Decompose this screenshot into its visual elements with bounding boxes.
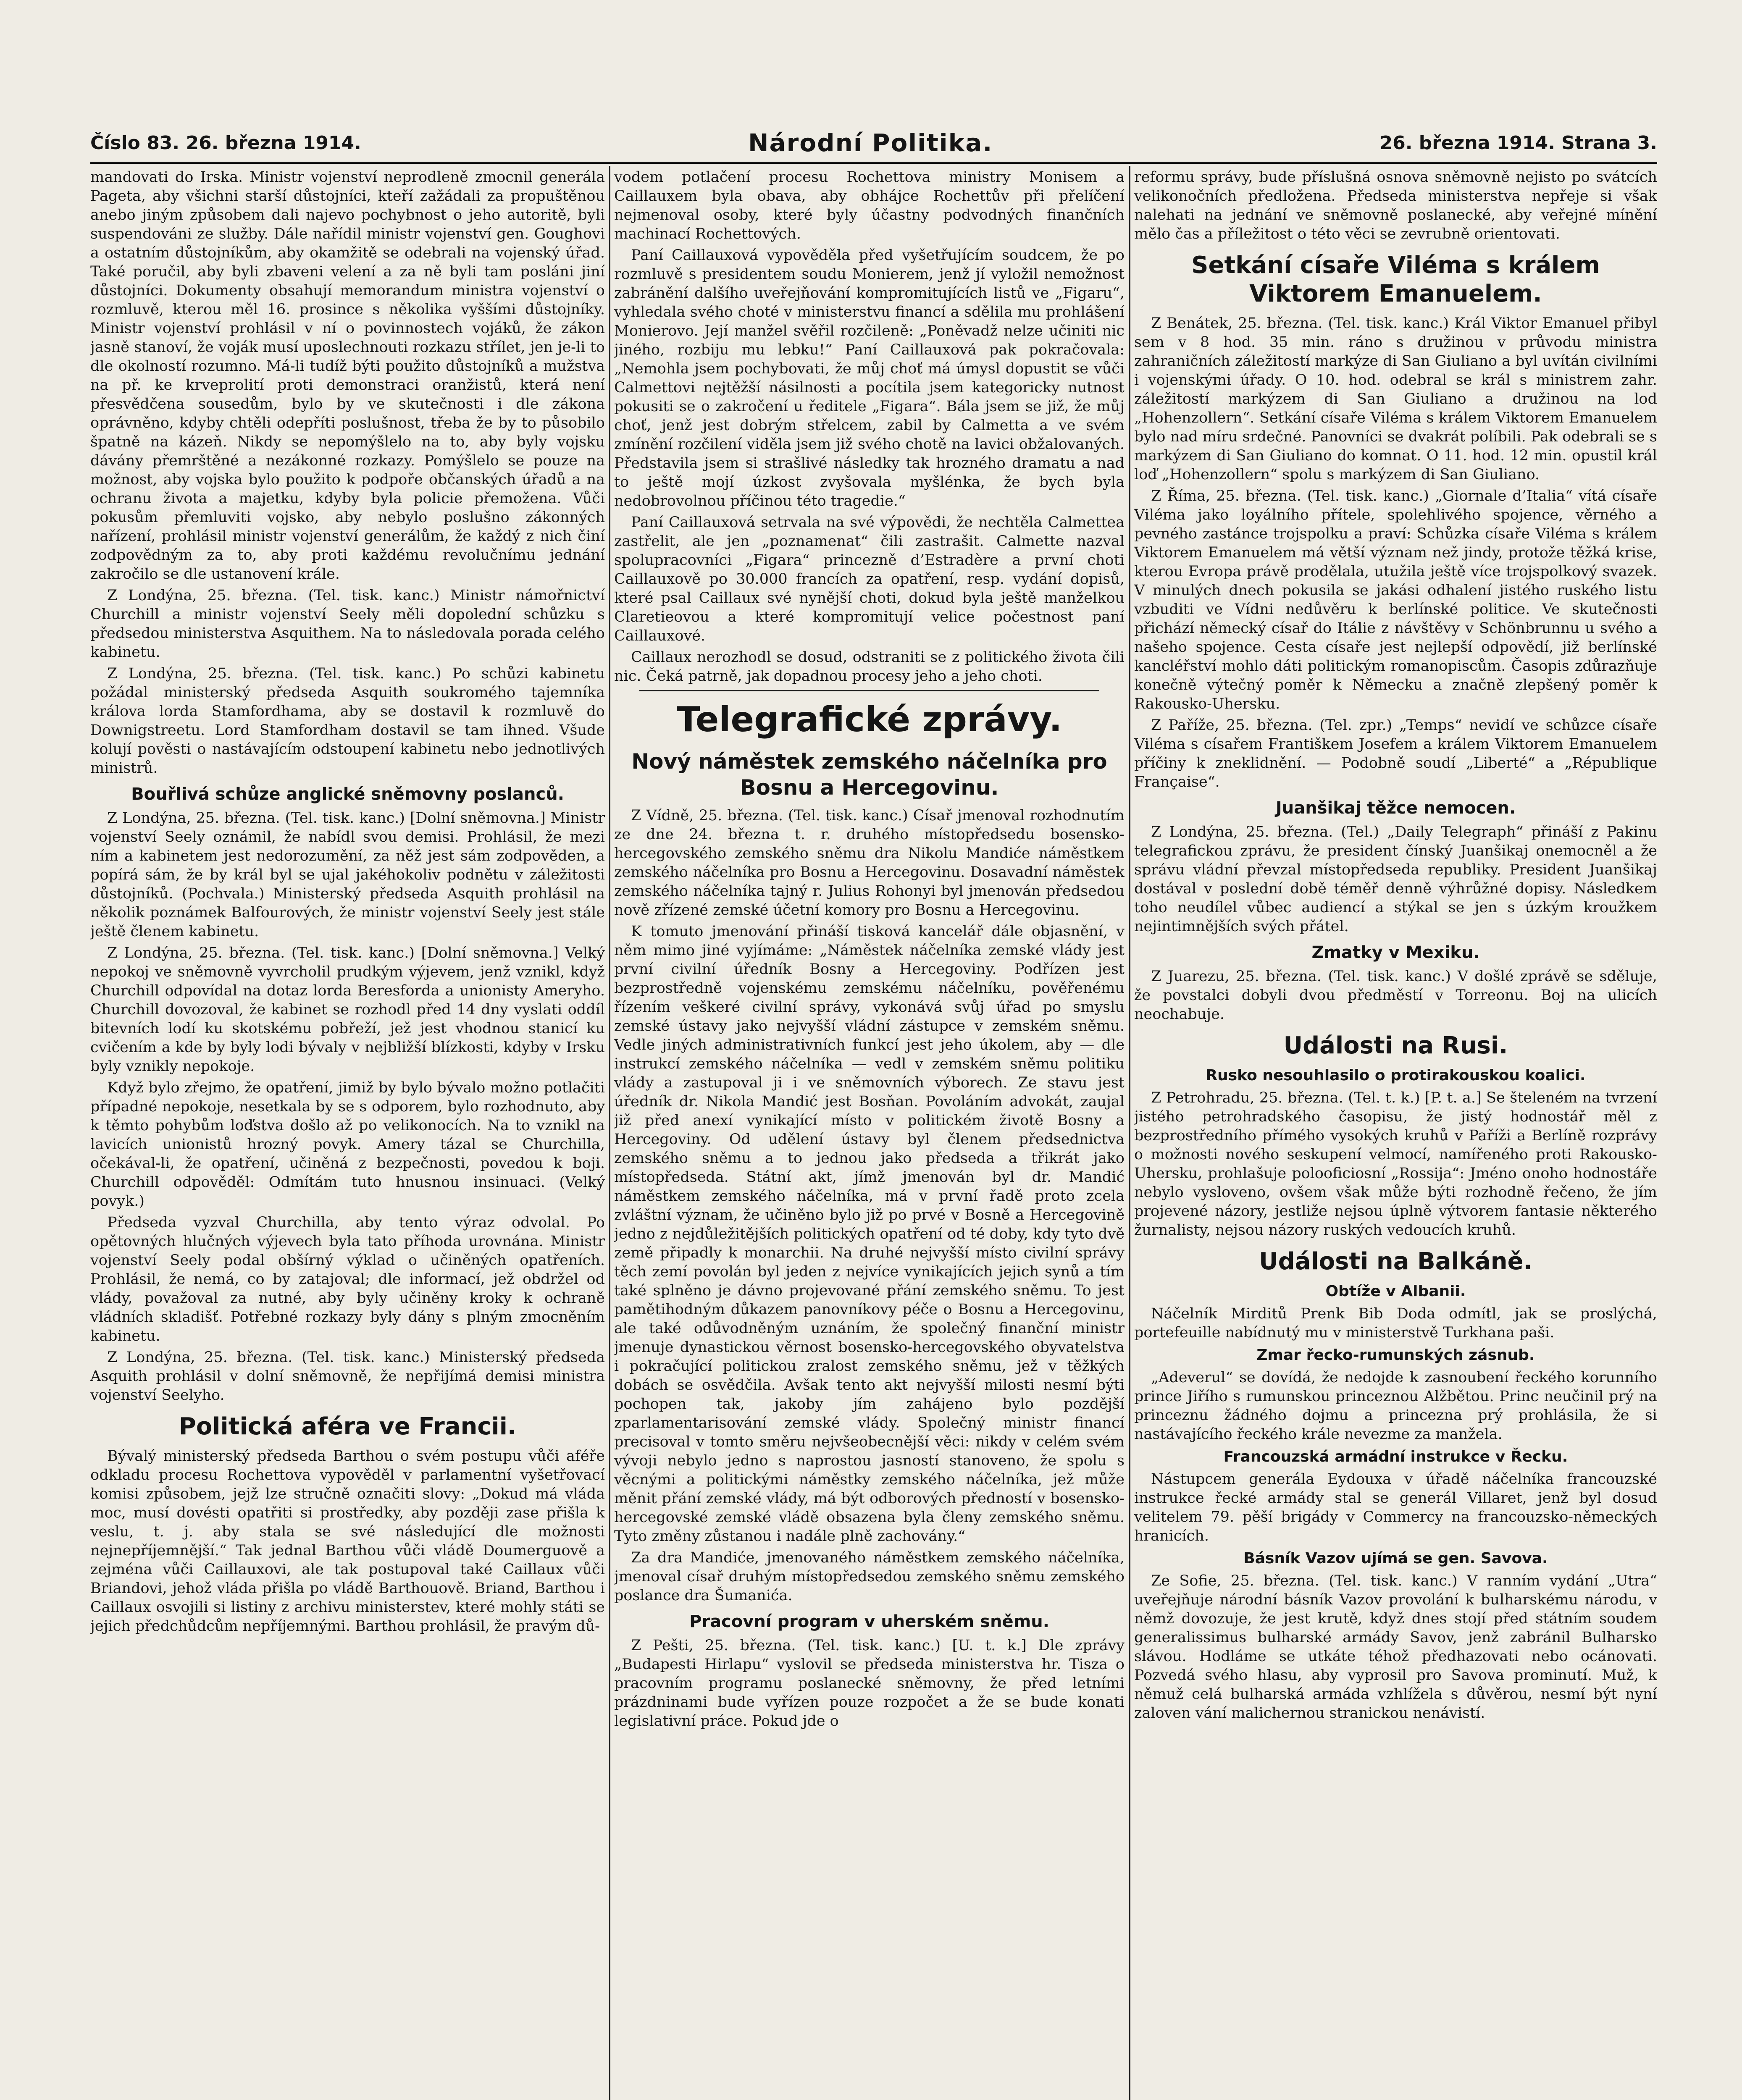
headline-emperor-meeting: Setkání císaře Viléma s králem Viktorem Emanuelem. bbox=[1191, 252, 1600, 307]
headline-vazov: Básník Vazov ujímá se gen. Savova. bbox=[1243, 1550, 1548, 1567]
article-paragraph: Z Londýna, 25. března. (Tel.) „Daily Telegraph“ přináší z Pakinu telegrafickou zprávu, že president čínský Juanšikaj onemocněl a že správu vládní převzal místopředseda republiky. President Juanšikaj dostával v poslední době téměř denně výhrůžné dopisy. Následkem toho neudílel vůbec audiencí a stýkal se jen s úzkým kroužkem nejintimnějších svých přátel. bbox=[1134, 824, 1657, 935]
article-paragraph: vodem potlačení procesu Rochettova ministry Monisem a Caillauxem byla obava, aby obhájce Rochettův při přelíčení nejmenoval osoby, které byly účastny podvodných finančních machinací Rochettových. bbox=[614, 169, 1125, 242]
article-paragraph: reformu správy, bude příslušná osnova sněmovně nejisto po svátcích velikonočních předložena. Předseda ministerstva nepřeje si však nalehati na jednání ve sněmovně poslanecké, aby veřejné mínění mělo čas a příležitost o této věci se zevrubně orientovati. bbox=[1134, 169, 1657, 242]
article-paragraph: Z Říma, 25. března. (Tel. tisk. kanc.) „Giornale d’Italia“ vítá císaře Viléma jako loyálního přítele, spolehlivého spojence, věrného a pevného zastánce trojspolku a praví: Schůzka císaře Viléma s králem Viktorem Emanuelem má větší význam než jindy, protože těžká krise, kterou Evropa právě prodělala, utužila ještě více trojspolkový svazek. V minulých dnech pokusila se jakási odhalení jistého ruského listu vzbuditi ve Vídni nedůvěru k berlínské politice. Ve skutečnosti přichází německý císař do Itálie z návštěvy v Schönbrunnu u svého a našeho spojence. Cesta císaře jest nejlepší odpovědí, již berlínské kancléřství mohlo dáti politickým romanopiscům. Časopis zdůrazňuje konečně výtečný poměr k Německu a značně zlepšený poměr k Rakousko-Uhersku. bbox=[1134, 488, 1657, 712]
article-paragraph: K tomuto jmenování přináší tisková kancelář dále objasnění, v něm mimo jiné vyjímáme: „Náměstek náčelníka zemské vlády jest první civilní úředník Bosny a Hercegoviny. Podřízen jest bezprostředně vojenskému zemskému náčelníku, pověřenému řízením veškeré civilní správy, vykonává svůj úřad po smyslu zemské ústavy jako nejvyšší vládní zástupce v zemském sněmu. Vedle jiných administrativních funkcí jest jeho úkolem, aby — dle instrukcí zemského náčelníka — vedl v zemském sněmu politiku vlády a zastupoval ji i ve sněmovních výborech. Ze stavu jest úředník dr. Nikola Mandić jest Bosňan. Povoláním advokát, zaujal již před anexí vynikající místo v politickém životě Bosny a Hercegoviny. Od udělení ústavy byl členem předsednictva zemského sněmu a to jednou jako předseda a třikrát jako místopředseda. Státní akt, jímž jmenován byl dr. Mandić náměstkem zemského náčelníka, má v první řadě proto zcela zvláštní význam, že učiněno bylo již po prvé v Bosně a Hercegovině jedno z nejdůležitějších politických opatření od té doby, kdy tyto dvě země připadly k monarchii. Na druhé nejvyšší místo civilní správy těch zemí povolán byl jeden z nejvíce vynikajících jejich synů a tím také splněno je dávno projevované přání zemského sněmu. To jest pamětihodným důkazem panovníkovy péče o Bosnu a Hercegovinu, ale také odůvodněným uznáním, že společný finanční ministr jmenuje dynastickou věrnost bosensko-hercegovského obyvatelstva i pokračující politickou zralost zemského sněmu, jež v těžkých dobách se osvědčila. Avšak tento akt nejvyšší milosti nesmí býti pochopen tak, jakoby jím zahájeno bylo pozdější zparlamentarisování zemské vlády. Společný ministr financí precisoval v tomto směru nejvšeobecnější věci: nikdy v celém svém vývoji nebylo jedno s naprostou jasností stanoveno, že spolu s věcnými a politickými náměstky zemského náčelníka, jež může měnit přání zemské vlády, má být odborových předností v bosensko-hercegovské zemské vládě obsazena byla členy zemského sněmu. Tyto změny zůstanou i nadále plně zachovány.“ bbox=[614, 923, 1125, 1545]
column-2 bbox=[614, 168, 1125, 2100]
masthead-title: Národní Politika. bbox=[748, 129, 993, 157]
article-paragraph: Z Londýna, 25. března. (Tel. tisk. kanc.) Ministerský předseda Asquith prohlásil v dolní sněmovně, že nepřijímá demisi ministra vojenství Seelyho. bbox=[90, 1349, 605, 1404]
article-paragraph: Když bylo zřejmo, že opatření, jimiž by bylo bývalo možno potlačiti případné nepokoje, nesetkala by se s odporem, bylo rozhodnuto, aby k těmto pohybům loďstva došlo až po velikonocích. Na to vznikl na lavicích unionistů hrozný povyk. Amery tázal se Churchilla, očekával-li, že opatření, učiněná z bezpečnosti, povedou k boji. Churchill odpověděl: Odmítám tuto hnusnou insinuaci. (Velký povyk.) bbox=[90, 1079, 605, 1210]
column-3 bbox=[1134, 168, 1657, 2100]
subheadline-russia: Rusko nesouhlasilo o protirakouskou koalici. bbox=[1206, 1067, 1586, 1084]
article-paragraph: Z Londýna, 25. března. (Tel. tisk. kanc.) Po schůzi kabinetu požádal ministerský předseda Asquith soukromého tajemníka králova lorda Stamfordhama, aby se dostavil k rozmluvě do Downigstreetu. Lord Stamfordham dostavil se tam ihned. Všude kolují pověsti o nastávajícím odstoupení kabinetu nebo jednotlivých ministrů. bbox=[90, 665, 605, 777]
section-rule bbox=[639, 690, 1099, 691]
article-paragraph: Z Londýna, 25. března. (Tel. tisk. kanc.) [Dolní sněmovna.] Ministr vojenství Seely oznámil, že nabídl svou demisi. Prohlásil, že mezi ním a kabinetem jest nedorozumění, za něž jest sám zodpověden, a popírá sám, že by král byl se ujal jakéhokoliv podnětu v záležitosti důstojníků. (Pochvala.) Ministerský předseda Asquith prohlásil na několik poznámek Balfourových, že ministr vojenství Seely jest stále ještě členem kabinetu. bbox=[90, 810, 605, 940]
article-paragraph: Caillaux nerozhodl se dosud, odstraniti se z politického života čili nic. Čeká patrně, jak dopadnou procesy jeho a jeho choti. bbox=[614, 649, 1125, 685]
article-paragraph: mandovati do Irska. Ministr vojenství neprodleně zmocnil generála Pageta, aby všichni starší důstojníci, kteří zažádali za propuštěnou anebo jiným způsobem dali najevo pochybnost o jeho autoritě, byli suspendováni ze služby. Dále nařídil ministr vojenství gen. Goughovi a ostatním důstojníkům, aby okamžitě se odebrali na vojenský úřad. Také poručil, aby byli zbaveni velení a za ně byli tam posláni jiní důstojníci. Dokumenty obsahují memorandum ministra vojenství o rozmluvě, kterou měl 16. prosince s několika vyššími důstojníky. Ministr vojenství prohlásil v ní o povinnostech vojáků, že zákon jasně stanoví, že voják musí uposlechnouti rozkazu střílet, jen je-li to dle okolností rozumno. Má-li tudíž býti použito důstojníků a mužstva na př. ke krveprolití proti demonstraci oranžistů, která není přesvědčena sousedům, bylo by ve skutečnosti i dle zákona oprávněno, kdyby chtěli odepříti poslušnost, třeba že by to působilo špatně na kázeň. Nikdy se nepomýšlelo na to, aby byly vojsku dávány přemrštěné a nezákonné rozkazy. Pomýšlelo se pouze na možnost, aby vojska bylo použito k podpoře občanských úřadů a na ochranu života a majetku, kdyby byla policie přemožena. Vůči pokusům přemluviti vojsko, aby nebylo poslušno zákonných nařízení, prohlásil ministr vojenství generálům, že každý z nich činí zodpovědným za to, aby proti každému revolučnímu jednání zakročilo se dle ustanovení krále. bbox=[90, 169, 605, 583]
date-page-info: 26. března 1914. Strana 3. bbox=[1379, 132, 1657, 154]
article-paragraph: Nástupcem generála Eydouxa v úřadě náčelníka francouzské instrukce řecké armády stal se generál Villaret, jenž byl dosud velitelem 79. pěší brigády v Commercy na francouzsko-německých hranicích. bbox=[1134, 1471, 1657, 1544]
headline-parliament-session: Bouřlivá schůze anglické sněmovny poslanců. bbox=[131, 785, 564, 804]
headline-bosnia-deputy: Nový náměstek zemského náčelníka pro Bosnu a Hercegovinu. bbox=[631, 749, 1107, 800]
article-paragraph: Z Petrohradu, 25. března. (Tel. t. k.) [P. t. a.] Se šteleném na tvrzení jistého petrohradského časopisu, že jistý hodnostář měl z bezprostředního přímého vysokých kruhů v Paříži a Berlíně rozprávy o možnosti nového seskupení velmocí, namířeného proti Rakousko-Uhersku, prohlašuje polooficiosní „Rossija“: Jméno onoho hodnostáře nebylo vysloveno, ovšem však může býti rozhodně řečeno, že jím projevené názory, jestliže nejsou úplně výtvorem fantasie některého žurnalisty, nejsou názory ruských vedoucích kruhů. bbox=[1134, 1089, 1657, 1239]
article-paragraph: Z Londýna, 25. března. (Tel. tisk. kanc.) Ministr námořnictví Churchill a ministr vojenství Seely měli dopolední schůzku s předsedou ministerstva Asquithem. Na to následovala porada celého kabinetu. bbox=[90, 587, 605, 661]
article-paragraph: Bývalý ministerský předseda Barthou o svém postupu vůči aféře odkladu procesu Rochettova vypověděl v parlamentní vyšetřovací komisi způsobem, jejž lze stručně označiti slovy: „Dokud má vláda moc, musí dovésti opatřiti si prostředky, aby později zase přišla k veslu, t. j. aby stala se své následující dle možnosti nejnepříjemnější.“ Tak jednal Barthou vůči vládě Doumerguově a zejména vůči Caillauxovi, ale tak postupoval také Caillaux vůči Briandovi, jehož vláda přišla po vládě Barthouově. Briand, Barthou i Caillaux osvojili si listiny z archivu ministerstev, které mohly státi se jejich předchůdcům nepříjemnými. Barthou prohlásil, že pravým dů- bbox=[90, 1448, 605, 1635]
page-header bbox=[90, 126, 1657, 160]
article-paragraph: Paní Caillauxová setrvala na své výpovědi, že nechtěla Calmettea zastřelit, ale jen „poznamenat“ čili zastrašit. Calmette nazval spolupracovníci „Figara“ princezně d’Estradère a první choti Caillauxově po 30.000 francích za opatření, resp. vydání dopisů, které psal Caillaux své nynější choti, dokud byla ještě manželkou Claretieovou a které kompromitují velice počestnost paní Caillauxové. bbox=[614, 514, 1125, 644]
headline-greek-army: Francouzská armádní instrukce v Řecku. bbox=[1223, 1448, 1568, 1465]
column-1 bbox=[90, 168, 605, 2100]
headline-russia: Události na Rusi. bbox=[1283, 1032, 1508, 1059]
article-paragraph: Z Pešti, 25. března. (Tel. tisk. kanc.) [U. t. k.] Dle zprávy „Budapesti Hirlapu“ vyslovil se předseda ministerstva hr. Tisza o pracovním programu poslanecké sněmovny, že před letními prázdninami bude vyřízen pouze rozpočet a že se bude konati legislativní práce. Pokud jde o bbox=[614, 1637, 1125, 1730]
headline-yuan-ill: Juanšikaj těžce nemocen. bbox=[1275, 798, 1516, 818]
article-paragraph: Ze Sofie, 25. března. (Tel. tisk. kanc.) V ranním vydání „Utra“ uveřejňuje národní básník Vazov provolání k bulharskému národu, v němž dovozuje, že jest krutě, když dnes stojí před státním soudem generalissimus bulharské armády Savov, jenž zabránil Bulharsko slávou. Hodláme se utkáte téhož předhazovati nebo ocánovati. Pozvedá svého hlasu, aby vyprosil pro Savova prominutí. Muž, k němuž celá bulharská armáda vzhlížela s důvěrou, nesmí být nyní zaloven vání malichernou stranickou nenávistí. bbox=[1134, 1572, 1657, 1722]
article-paragraph: Z Londýna, 25. března. (Tel. tisk. kanc.) [Dolní sněmovna.] Velký nepokoj ve sněmovně vyvrcholil prudkým výjevem, jenž vznikl, když Churchill odpovídal na dotaz lorda Beresforda a unionisty Ameryho. Churchill dovozoval, že kabinet se rozhodl před 14 dny vyslati oddíl bitevních lodí ku skotskému pobřeží, jež jest vhodnou stanicí ku cvičením a kde by byly lodi bývaly v nejbližší blízkosti, kdyby v Irsku byly vznikly nepokoje. bbox=[90, 945, 605, 1075]
article-paragraph: Paní Caillauxová vypověděla před vyšetřujícím soudcem, že po rozmluvě s presidentem soudu Monierem, jenž jí vyložil nemožnost zabránění dalšího uveřejňování kompromitujících listů ve „Figaru“, vyhledala svého choté v ministerstvu financí a sdělila mu prohlášení Monierovo. Její manžel svěřil rozčileně: „Poněvadž nelze učiniti nic jiného, rozbiju mu lebku!“ Paní Caillauxová pak pokračovala: „Nemohla jsem pochybovati, že můj choť má úmysl dopustit se vůči Calmettovi nejtěžší násilnosti a pocítila jsem kategoricky nutnost pokusiti se o zakročení u ředitele „Figara“. Bála jsem se již, že můj choť, jenž jest dobrým střelcem, zabil by Calmetta a ve svém zmínění rozčilení viděla jsem již svého chotě na lavici obžalovaných. Představila jsem si strašlivé následky tak hrozného dramatu a nad to ještě mojí úzkost zvyšovala myšlénka, že bych byla nedobrovolnou příčinou této tragedie.“ bbox=[614, 247, 1125, 509]
headline-balkans: Události na Balkáně. bbox=[1259, 1248, 1532, 1275]
subheadline-albania: Obtíže v Albanii. bbox=[1325, 1283, 1466, 1300]
article-paragraph: Předseda vyzval Churchilla, aby tento výraz odvolal. Po opětovných hlučných výjevech byla tato příhoda urovnána. Ministr vojenství Seely podal obšírný výklad o učiněných opatřeních. Prohlásil, že nemá, co by zatajoval; dle informací, jež obdržel od vlády, považoval za nutné, aby byly učiněny kroky k ochraně vládních skladišť. Potřebné rozkazy byly dány s plným zmocněním kabinetu. bbox=[90, 1214, 605, 1344]
column-divider bbox=[1129, 166, 1130, 2100]
article-paragraph: Z Paříže, 25. března. (Tel. zpr.) „Temps“ nevidí ve schůzce císaře Viléma s císařem Františkem Josefem a králem Viktorem Emanuelem příčiny k zneklidnění. — Podobně soudí „Liberté“ a „République Française“. bbox=[1134, 717, 1657, 790]
telegraph-section-title: Telegrafické zprávy. bbox=[676, 700, 1062, 740]
article-paragraph: Z Vídně, 25. března. (Tel. tisk. kanc.) Císař jmenoval rozhodnutím ze dne 24. března t. r. druhého místopředsedu bosensko-hercegovského zemského sněmu dra Nikolu Mandiće náměstkem zemského náčelníka pro Bosnu a Hercegovinu. Dosavadní náměstek zemského náčelníka tajný r. Julius Rohonyi byl jmenován předsedou nově zřízené zemské účetní komory pro Bosnu a Hercegovinu. bbox=[614, 807, 1125, 919]
headline-hungarian-parliament: Pracovní program v uherském sněmu. bbox=[689, 1612, 1049, 1631]
article-paragraph: Z Benátek, 25. března. (Tel. tisk. kanc.) Král Viktor Emanuel přibyl sem v 8 hod. 35 min. ráno s družinou v průvodu ministra zahraničních záležitostí markýze di San Giuliano a byl uvítán civilními i vojenskými úřady. O 10. hod. odebral se král s ministrem zahr. záležitostí markýzem di San Giuliano a družinou na loď „Hohenzollern“. Setkání císaře Viléma s králem Viktorem Emanuelem bylo nad míru srdečné. Panovníci se dvakrát políbili. Pak odebrali se s markýzem di San Giuliano do komnat. O 11. hod. 12 min. opustil král loď „Hohenzollern“ spolu s markýzem di San Giuliano. bbox=[1134, 315, 1657, 483]
article-paragraph: Z Juarezu, 25. března. (Tel. tisk. kanc.) V došlé zprávě se sděluje, že povstalci dobyli dvou předměstí v Torreonu. Boj na ulicích neochabuje. bbox=[1134, 968, 1657, 1023]
article-paragraph: Za dra Mandiće, jmenovaného náměstkem zemského náčelníka, jmenoval císař druhým místopředsedou zemského sněmu zemského poslance dra Šumanića. bbox=[614, 1549, 1125, 1604]
article-paragraph: Náčelník Mirditů Prenk Bib Doda odmítl, jak se proslýchá, portefeuille nabídnutý mu v ministerstvě Turkhana paši. bbox=[1134, 1305, 1657, 1341]
headline-engagement: Zmar řecko-rumunských zásnub. bbox=[1256, 1347, 1535, 1364]
article-paragraph: „Adeverul“ se dovídá, že nedojde k zasnoubení řeckého korunního prince Jiřího s rumunskou princeznou Alžbětou. Princ neučinil prý na princeznu žádného dojmu a princezna prý prohlásila, že si nastávajícího řeckého krále nevezme za manžela. bbox=[1134, 1369, 1657, 1443]
headline-france-affair: Politická aféra ve Francii. bbox=[179, 1413, 517, 1440]
issue-info: Číslo 83. 26. března 1914. bbox=[90, 132, 361, 154]
headline-mexico: Zmatky v Mexiku. bbox=[1311, 943, 1480, 962]
column-divider bbox=[609, 166, 610, 2100]
header-rule bbox=[90, 162, 1657, 164]
